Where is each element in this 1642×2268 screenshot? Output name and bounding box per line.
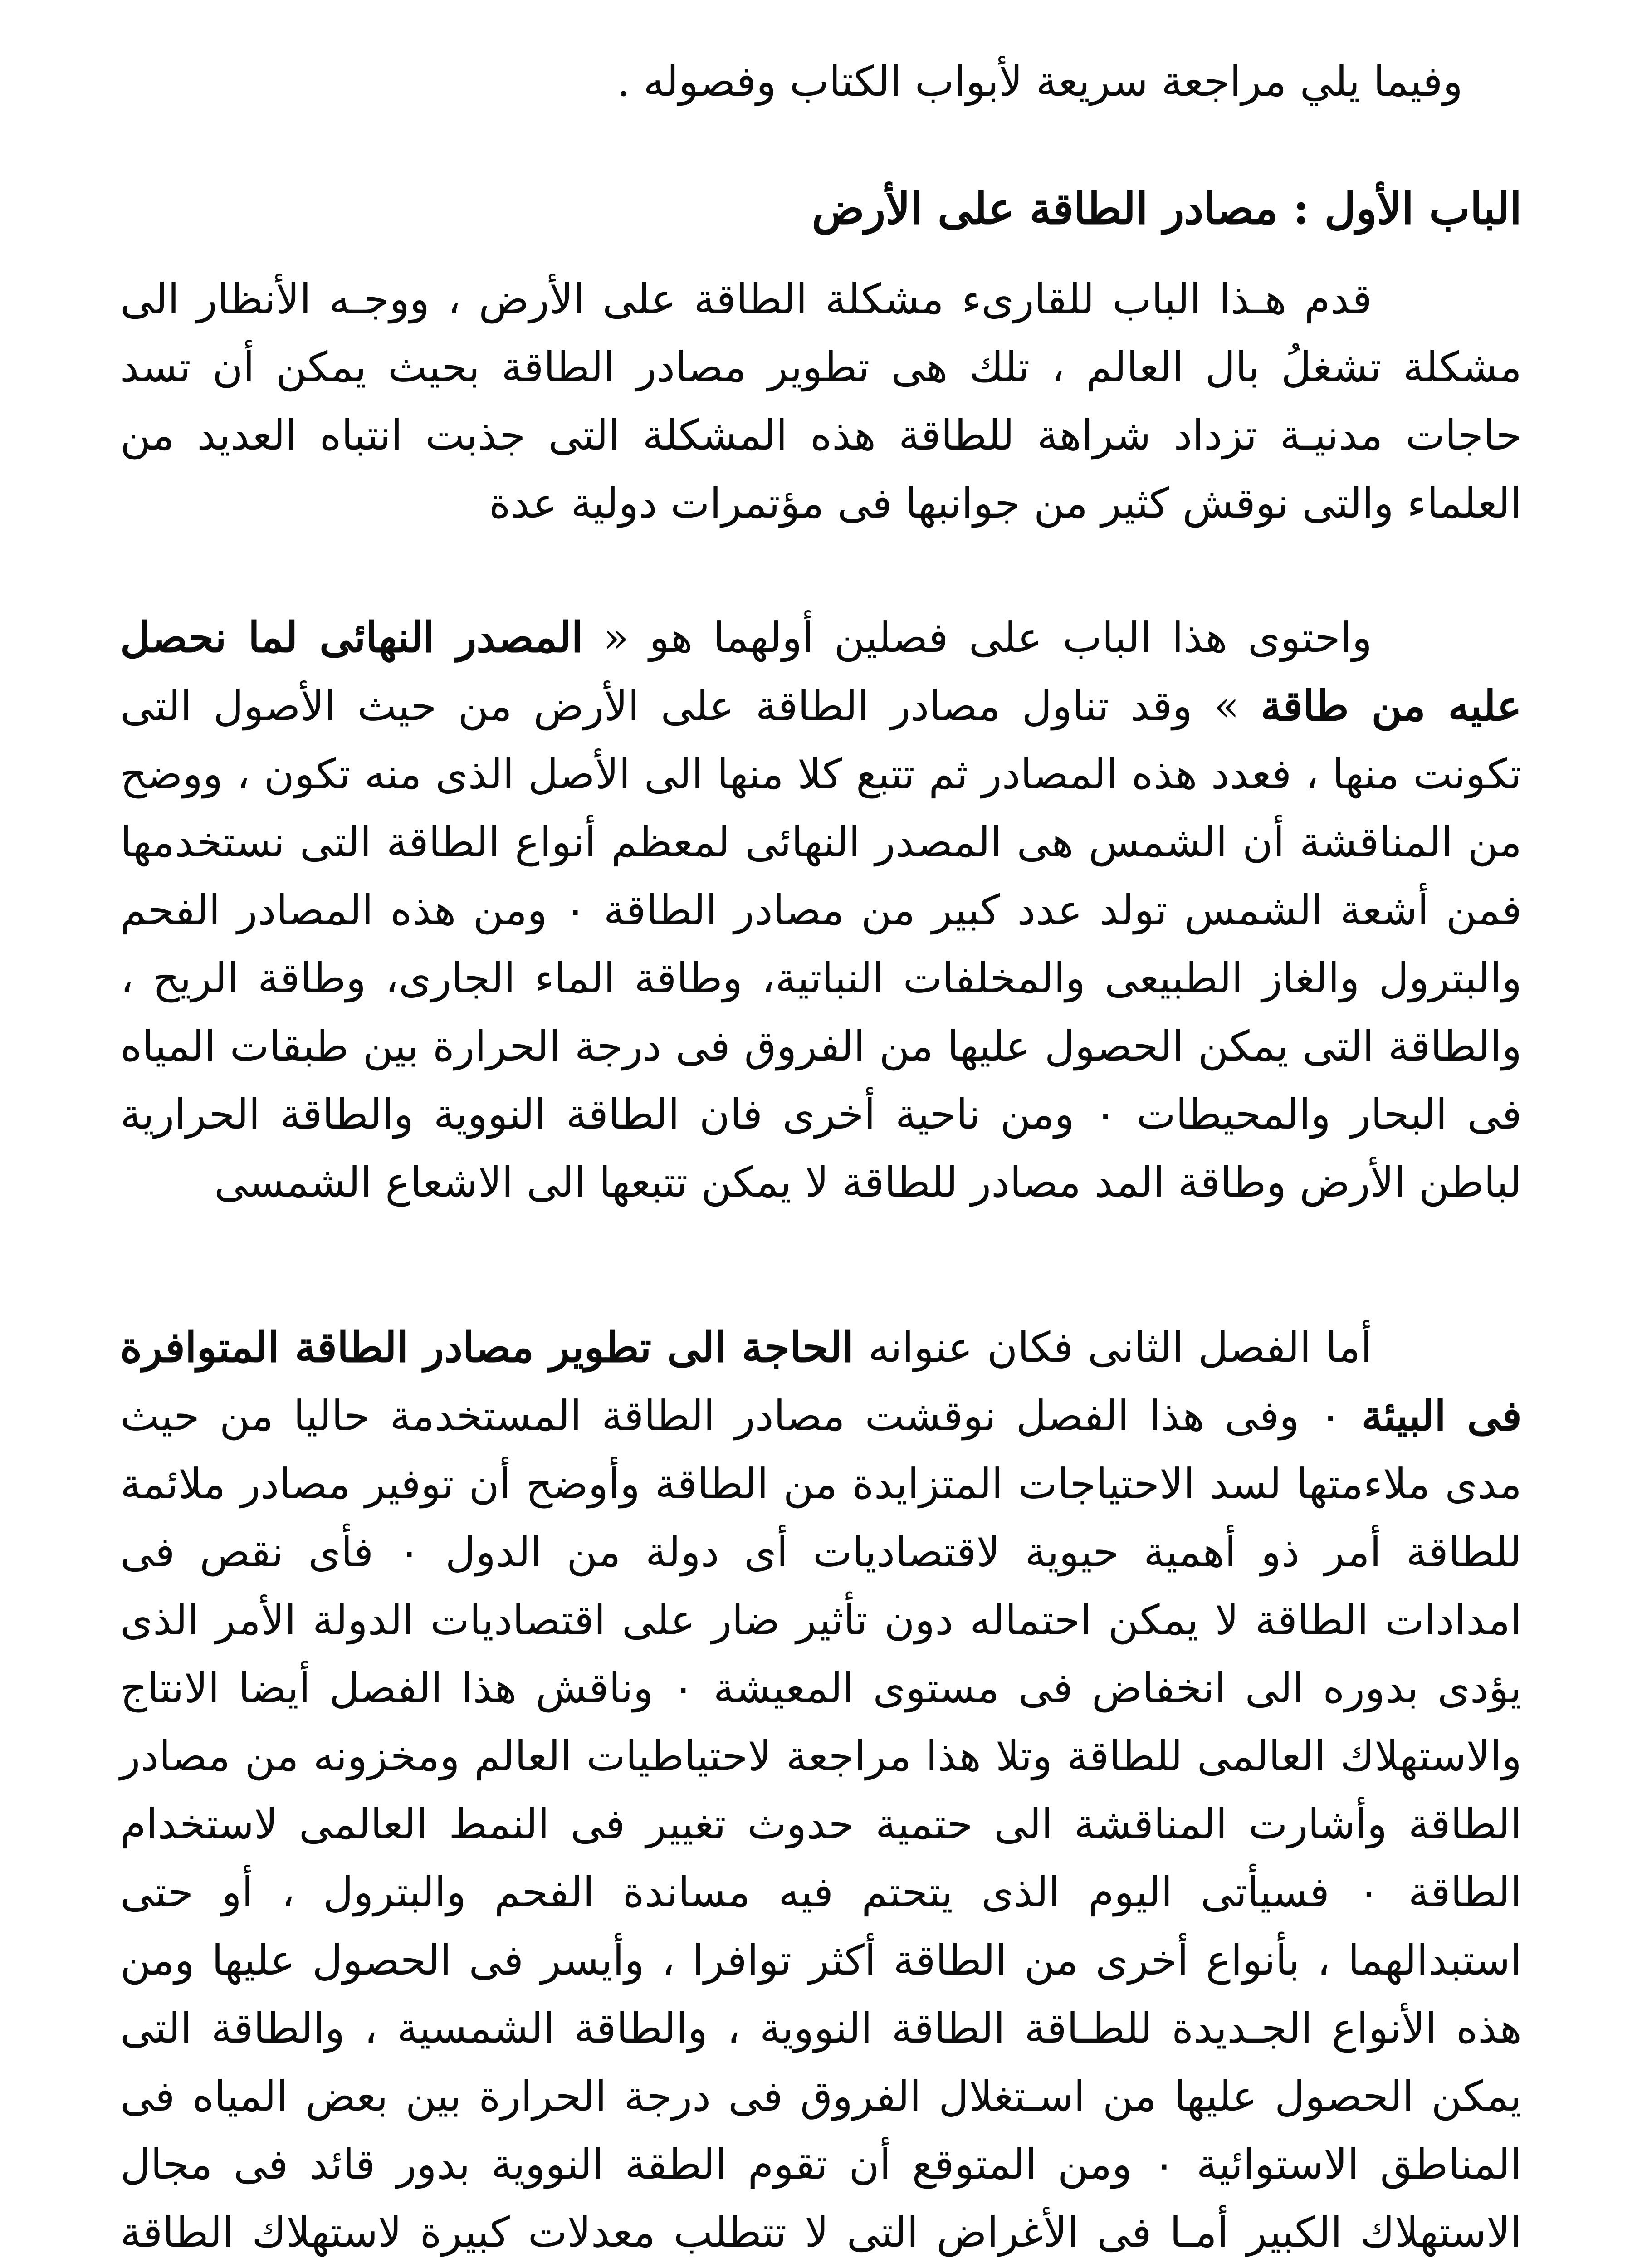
paragraph-2 — [120, 603, 1522, 1217]
paragraph-3-body: ٠ وفى هذا الفصل نوقشت مصادر الطاقة المستخدمة حاليا من حيث مدى ملاءمتها لسد الاحتياجات المتزايدة من الطاقة وأوضح أن توفير مصادر ملائمة للطاقة أمر ذو أهمية حيوية لاقتصاديات أى دولة من الدول ٠ فأى نقص فى امدادات الطاقة لا يمكن احتماله دون تأثير ضار على اقتصاديات الدولة الأمر الذى يؤدى بدوره الى انخفاض فى مستوى المعيشة ٠ وناقش هذا الفصل أيضا الانتاج والاستهلاك العالمى للطاقة وتلا هذا مراجعة لاحتياطيات العالم ومخزونه من مصادر الطاقة وأشارت المناقشة الى حتمية حدوث تغيير فى النمط العالمى لاستخدام الطاقة ٠ فسيأتى اليوم الذى يتحتم فيه مساندة الفحم والبترول ، أو حتى استبدالهما ، بأنواع أخرى من الطاقة أكثر توافرا ، وأيسر فى الحصول عليها ومن هذه الأنواع الجـديدة للطـاقة الطاقة النووية ، والطاقة الشمسية ، والطاقة التى يمكن الحصول عليها من اسـتغلال الفروق فى درجة الحرارة بين بعض المياه فى المناطق الاستوائية ٠ ومن المتوقع أن تقوم الطقة النووية بدور قائد فى مجال الاستهلاك الكبير أمـا فى الأغراض التى لا تتطلب معدلات كبيرة لاستهلاك الطاقة — [120, 1392, 1522, 2257]
intro-line: وفيما يلي مراجعة سريعة لأبواب الكتاب وفصوله . — [616, 57, 1463, 106]
paragraph-3-chapter-title: الحاجة الى تطوير مصادر الطاقة المتوافرة فى البيئة — [120, 1323, 1522, 1440]
paragraph-3 — [120, 1313, 1522, 2268]
paragraph-2-body: » وقد تناول مصادر الطاقة على الأرض من حيث الأصول التى تكونت منها ، فعدد هذه المصادر ثم تتبع كلا منها الى الأصل الذى منه تكون ، ووضح من المناقشة أن الشمس هى المصدر النهائى لمعظم أنواع الطاقة التى نستخدمها فمن أشعة الشمس تولد عدد كبير من مصادر الطاقة ٠ ومن هذه المصادر الفحم والبترول والغاز الطبيعى والمخلفات النباتية، وطاقة الماء الجارى، وطاقة الريح ، والطاقة التى يمكن الحصول عليها من الفروق فى درجة الحرارة بين طبقات المياه فى البحار والمحيطات ٠ ومن ناحية أخرى فان الطاقة النووية والطاقة الحرارية لباطن الأرض وطاقة المد مصادر للطاقة لا يمكن تتبعها الى الاشعاع الشمسى — [120, 682, 1522, 1207]
paragraph-2-chapter-title: المصدر النهائى لما نحصل عليه من طاقة — [120, 613, 1522, 730]
paragraph-1 — [120, 265, 1522, 538]
paragraph-1-text: قدم هـذا الباب للقارىء مشكلة الطاقة على الأرض ، ووجـه الأنظار الى مشكلة تشغلُ بال العالم ، تلك هى تطوير مصادر الطاقة بحيث يمكن أن تسد حاجات مدنيـة تزداد شراهة للطاقة هذه المشكلة التى جذبت انتباه العديد من العلماء والتى نوقش كثير من جوانبها فى مؤتمرات دولية عدة — [120, 275, 1522, 528]
section-heading: الباب الأول : مصادر الطاقة على الأرض — [811, 183, 1522, 234]
paragraph-2-lead: واحتوى هذا الباب على فصلين أولهما هو « — [583, 613, 1372, 662]
paragraph-3-lead: أما الفصل الثانى فكان عنوانه — [854, 1323, 1373, 1372]
